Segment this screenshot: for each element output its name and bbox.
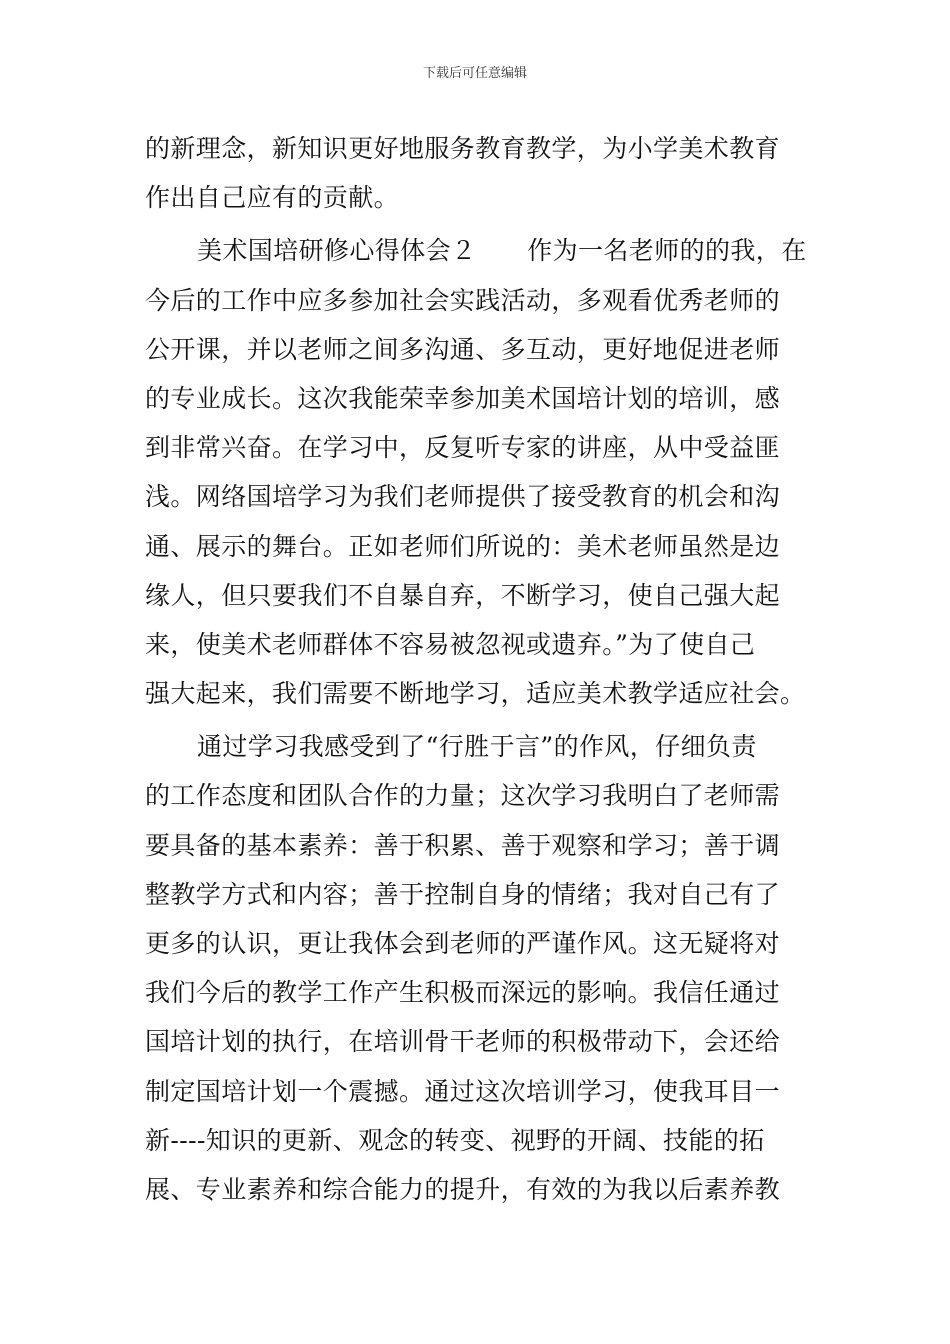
text-line: 通、展示的舞台。正如老师们所说的：美术老师虽然是边 (145, 531, 781, 561)
text-line: 制定国培计划一个震撼。通过这次培训学习，使我耳目一 (145, 1076, 781, 1106)
text-line: 公开课，并以老师之间多沟通、多互动，更好地促进老师 (145, 334, 781, 364)
text-line: 更多的认识，更让我体会到老师的严谨作风。这无疑将对 (145, 929, 781, 958)
text-line: 通过学习我感受到了“行胜于言”的作风，仔细负责 (197, 732, 757, 762)
text-line: 的新理念，新知识更好地服务教育教学，为小学美术教育 (145, 134, 781, 163)
page-header: 下载后可任意编辑 (422, 66, 527, 81)
text-line: 缘人，但只要我们不自暴自弃，不断学习，使自己强大起 (145, 580, 781, 610)
text-line: 浅。网络国培学习为我们老师提供了接受教育的机会和沟 (145, 482, 781, 512)
paragraph-3 (145, 722, 815, 1214)
text-line: 今后的工作中应多参加社会实践活动，多观看优秀老师的 (145, 285, 781, 315)
text-line: 来，使美术老师群体不容易被忽视或遗弃。”为了使自己 (145, 629, 756, 659)
text-line: 展、专业素养和综合能力的提升，有效的为我以后素养教 (145, 1174, 781, 1204)
text-line: 强大起来，我们需要不断地学习，适应美术教学适应社会。 (145, 679, 806, 709)
document-body (145, 124, 815, 1214)
text-line: 要具备的基本素养：善于积累、善于观察和学习；善于调 (145, 830, 781, 860)
text-line: 作出自己应有的贡献。 (145, 183, 400, 213)
text-line: 美术国培研修心得体会２ 作为一名老师的的我，在 (197, 236, 807, 266)
text-line: 国培计划的执行，在培训骨干老师的积极带动下，会还给 (145, 1027, 781, 1057)
paragraph-1 (145, 124, 815, 222)
text-line: 新----知识的更新、观念的转变、视野的开阔、技能的拓 (145, 1125, 765, 1155)
paragraph-2 (145, 226, 815, 718)
text-line: 整教学方式和内容；善于控制自身的情绪；我对自己有了 (145, 879, 781, 909)
text-line: 到非常兴奋。在学习中，反复听专家的讲座，从中受益匪 (145, 433, 781, 463)
text-line: 的工作态度和团队合作的力量；这次学习我明白了老师需 (145, 781, 781, 811)
text-line: 的专业成长。这次我能荣幸参加美术国培计划的培训，感 (145, 383, 781, 413)
text-line: 我们今后的教学工作产生积极而深远的影响。我信任通过 (145, 978, 781, 1008)
